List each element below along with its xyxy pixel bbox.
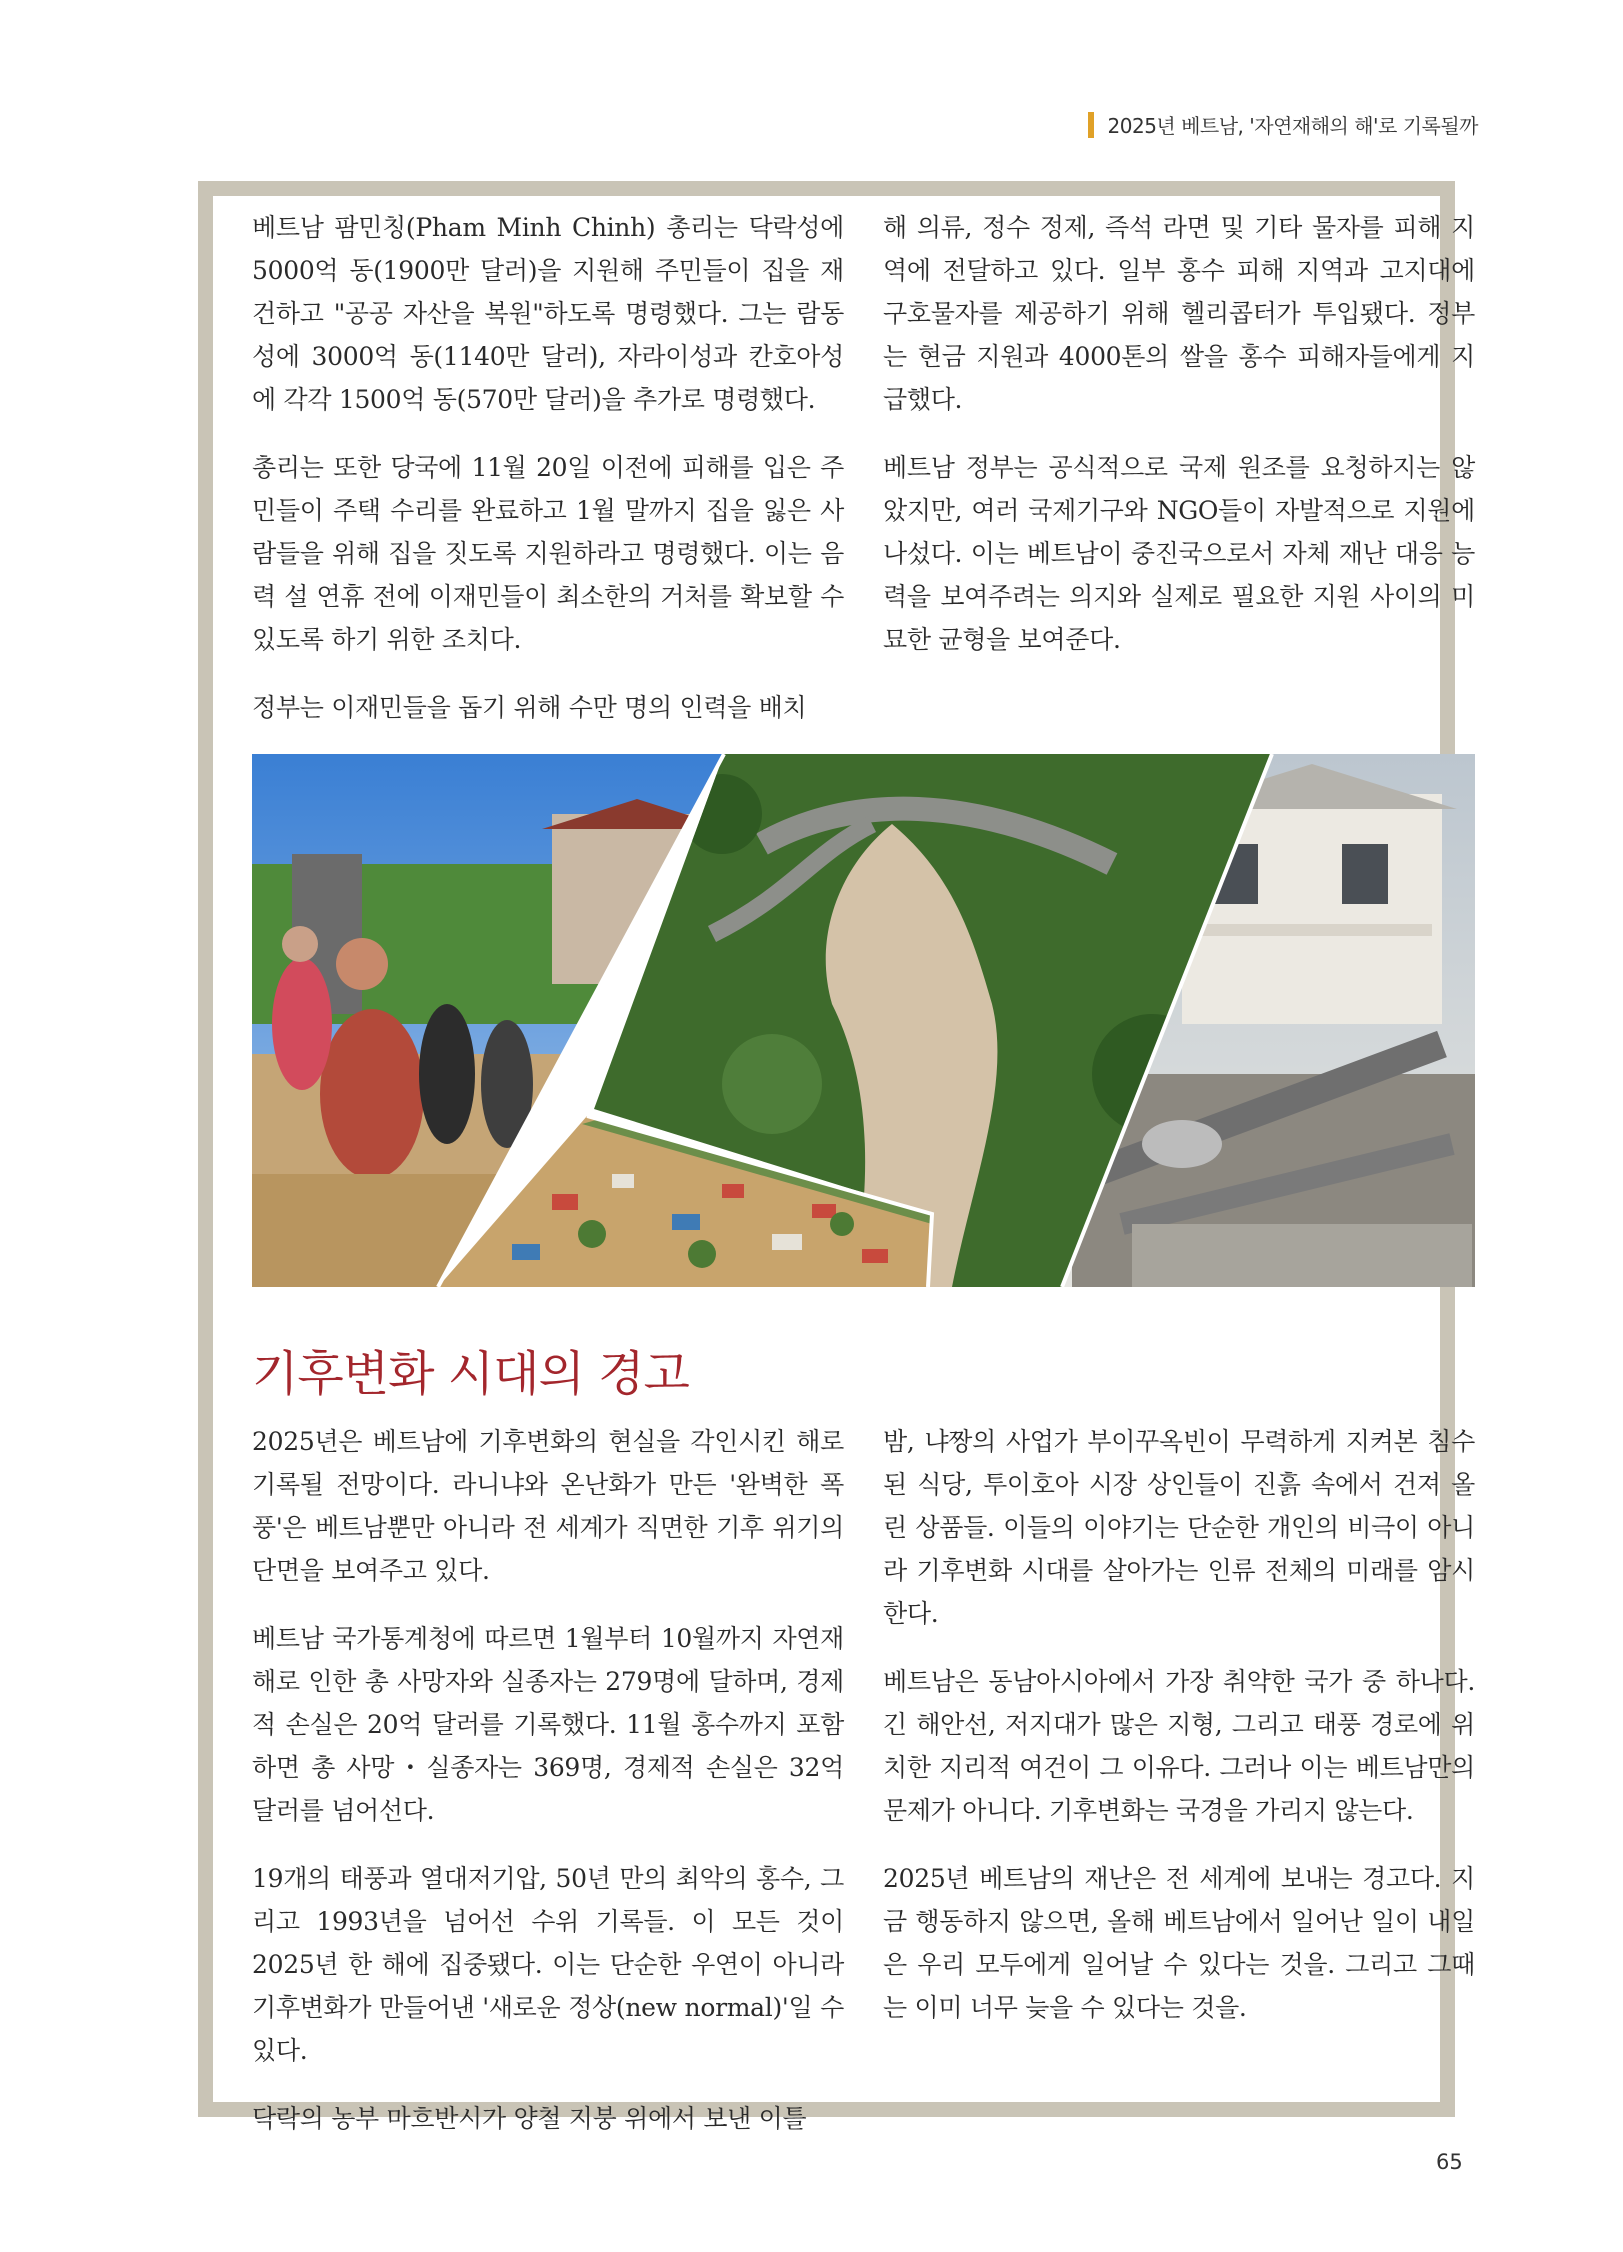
collage-svg — [252, 754, 1475, 1287]
paragraph: 베트남 팜민칭(Pham Minh Chinh) 총리는 닥락성에 5000억 동(1900만 달러)을 지원해 주민들이 집을 재건하고 "공공 자산을 복원"하도록 명령했다. 그는 람동성에 3000억 동(1140만 달러), 자라이성과 칸호아성에 각각 1500억 동(570만 달러)을 추가로 명령했다. — [252, 213, 844, 414]
paragraph: 총리는 또한 당국에 11월 20일 이전에 피해를 입은 주민들이 주택 수리를 완료하고 1월 말까지 집을 잃은 사람들을 위해 집을 짓도록 지원하라고 명령했다. 이는 음력 설 연휴 전에 이재민들이 최소한의 거처를 확보할 수 있도록 하기 위한 조치다. — [252, 453, 844, 654]
column-bottom-left — [252, 1420, 844, 2165]
paragraph: 2025년은 베트남에 기후변화의 현실을 각인시킨 해로 기록될 전망이다. 라니냐와 온난화가 만든 '완벽한 폭풍'은 베트남뿐만 아니라 전 세계가 직면한 기후 위기의 단면을 보여주고 있다. — [252, 1427, 844, 1585]
paragraph: 정부는 이재민들을 돕기 위해 수만 명의 인력을 배치 — [252, 693, 807, 722]
column-top-left — [252, 206, 844, 754]
column-bottom-right — [883, 1420, 1475, 2054]
paragraph: 베트남 정부는 공식적으로 국제 원조를 요청하지는 않았지만, 여러 국제기구와 NGO들이 자발적으로 지원에 나섰다. 이는 베트남이 중진국으로서 자체 재난 대응 능력을 보여주려는 의지와 실제로 필요한 지원 사이의 미묘한 균형을 보여준다. — [883, 453, 1475, 654]
running-header — [1088, 110, 1478, 139]
running-title: 2025년 베트남, '자연재해의 해'로 기록될까 — [1107, 114, 1478, 138]
paragraph: 2025년 베트남의 재난은 전 세계에 보내는 경고다. 지금 행동하지 않으면, 올해 베트남에서 일어난 일이 내일은 우리 모두에게 일어날 수 있다는 것을. 그리고 그때는 이미 너무 늦을 수 있다는 것을. — [883, 1864, 1475, 2022]
header-accent-bar — [1088, 112, 1094, 138]
section-title: 기후변화 시대의 경고 — [252, 1346, 689, 1402]
paragraph: 19개의 태풍과 열대저기압, 50년 만의 최악의 홍수, 그리고 1993년을 넘어선 수위 기록들. 이 모든 것이 2025년 한 해에 집중됐다. 이는 단순한 우연이 아니라 기후변화가 만들어낸 '새로운 정상(new normal)'일 수 있다. — [252, 1864, 844, 2065]
paragraph: 닥락의 농부 마흐반시가 양철 지붕 위에서 보낸 이틀 — [252, 2104, 807, 2133]
paragraph: 밤, 냐짱의 사업가 부이꾸옥빈이 무력하게 지켜본 침수된 식당, 투이호아 시장 상인들이 진흙 속에서 건져 올린 상품들. 이들의 이야기는 단순한 개인의 비극이 아니라 기후변화 시대를 살아가는 인류 전체의 미래를 암시한다. — [883, 1427, 1475, 1628]
column-top-right — [883, 206, 1475, 686]
paragraph: 해 의류, 정수 정제, 즉석 라면 및 기타 물자를 피해 지역에 전달하고 있다. 일부 홍수 피해 지역과 고지대에 구호물자를 제공하기 위해 헬리콥터가 투입됐다. 정부는 현금 지원과 4000톤의 쌀을 홍수 피해자들에게 지급했다. — [883, 213, 1475, 414]
paragraph: 베트남은 동남아시아에서 가장 취약한 국가 중 하나다. 긴 해안선, 저지대가 많은 지형, 그리고 태풍 경로에 위치한 지리적 여건이 그 이유다. 그러나 이는 베트남만의 문제가 아니다. 기후변화는 국경을 가리지 않는다. — [883, 1667, 1475, 1825]
photo-collage — [252, 754, 1475, 1287]
page-number: 65 — [1436, 2150, 1463, 2174]
paragraph: 베트남 국가통계청에 따르면 1월부터 10월까지 자연재해로 인한 총 사망자와 실종자는 279명에 달하며, 경제적 손실은 20억 달러를 기록했다. 11월 홍수까지 포함하면 총 사망・실종자는 369명, 경제적 손실은 32억 달러를 넘어선다. — [252, 1624, 844, 1825]
